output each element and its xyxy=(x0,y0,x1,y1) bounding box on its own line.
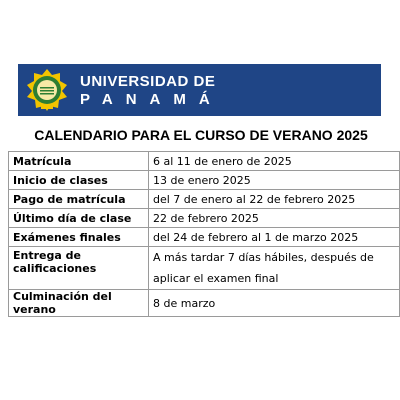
table-row xyxy=(9,209,400,228)
table-row xyxy=(9,171,400,190)
university-seal-logo xyxy=(25,68,69,112)
row-value: del 24 de febrero al 1 de marzo 2025 xyxy=(149,228,400,247)
row-value: 22 de febrero 2025 xyxy=(149,209,400,228)
table-row xyxy=(9,247,400,290)
row-label: Pago de matrícula xyxy=(9,190,149,209)
table-row xyxy=(9,190,400,209)
university-name: UNIVERSIDAD DE xyxy=(80,73,216,90)
row-value: A más tardar 7 días hábiles, después de aplicar el examen final xyxy=(149,247,400,290)
row-value: 8 de marzo xyxy=(149,290,400,317)
table-row xyxy=(9,152,400,171)
row-value: 6 al 11 de enero de 2025 xyxy=(149,152,400,171)
document-title: CALENDARIO PARA EL CURSO DE VERANO 2025 xyxy=(34,127,368,143)
table-row xyxy=(9,290,400,317)
row-label: Último día de clase xyxy=(9,209,149,228)
row-label: Exámenes finales xyxy=(9,228,149,247)
header-banner xyxy=(18,64,381,116)
row-label: Matrícula xyxy=(9,152,149,171)
university-city: PANAMÁ xyxy=(80,91,223,108)
table-row xyxy=(9,228,400,247)
row-label: Entrega de calificaciones xyxy=(9,247,149,290)
row-value: 13 de enero 2025 xyxy=(149,171,400,190)
row-label: Culminación del verano xyxy=(9,290,149,317)
row-label: Inicio de clases xyxy=(9,171,149,190)
row-value: del 7 de enero al 22 de febrero 2025 xyxy=(149,190,400,209)
schedule-table xyxy=(8,151,400,317)
